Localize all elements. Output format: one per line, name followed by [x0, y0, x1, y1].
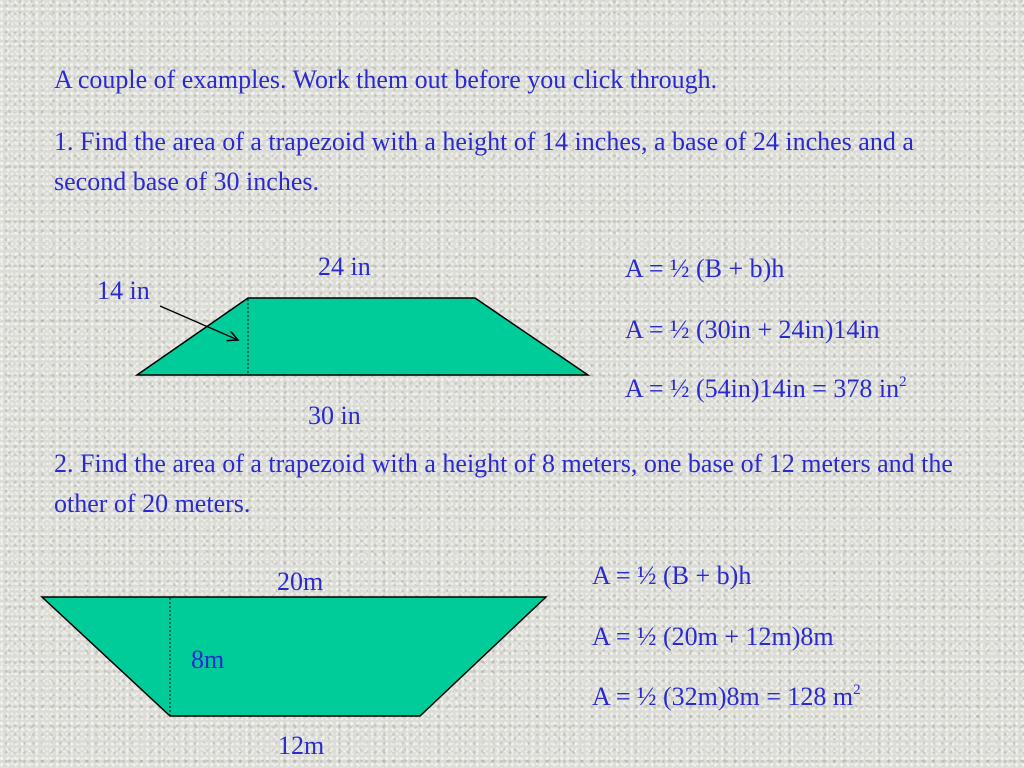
example-1-result [625, 369, 907, 409]
example-1-result-text: A = ½ (54in)14in = 378 in [625, 374, 900, 403]
example-1-result-exponent: 2 [899, 374, 907, 390]
trapezoid-2-top-label: 20m [277, 567, 324, 596]
trapezoid-1 [137, 298, 588, 375]
example-1-formula: A = ½ (B + b)h [625, 254, 785, 283]
problem-1-text: 1. Find the area of a trapezoid with a height of 14 inches, a base of 24 inches and a second base of 30 inches. [54, 127, 914, 196]
trapezoid-2 [42, 597, 546, 716]
example-2-substitution: A = ½ (20m + 12m)8m [592, 622, 834, 651]
trapezoid-1-top-label: 24 in [318, 252, 371, 281]
example-2-result [592, 677, 861, 717]
example-2-result-text: A = ½ (32m)8m = 128 m [592, 682, 854, 711]
example-2-result-exponent: 2 [853, 682, 861, 698]
trapezoid-1-height-label: 14 in [97, 276, 150, 305]
trapezoid-2-bottom-label: 12m [278, 731, 325, 760]
problem-2-text: 2. Find the area of a trapezoid with a height of 8 meters, one base of 12 meters and the other of 20 meters. [54, 449, 953, 518]
trapezoid-2-height-label: 8m [191, 645, 225, 674]
example-2-formula: A = ½ (B + b)h [592, 561, 752, 590]
example-1-substitution: A = ½ (30in + 24in)14in [625, 315, 880, 344]
intro-text: A couple of examples. Work them out before you click through. [54, 65, 718, 94]
trapezoid-1-bottom-label: 30 in [308, 401, 361, 430]
